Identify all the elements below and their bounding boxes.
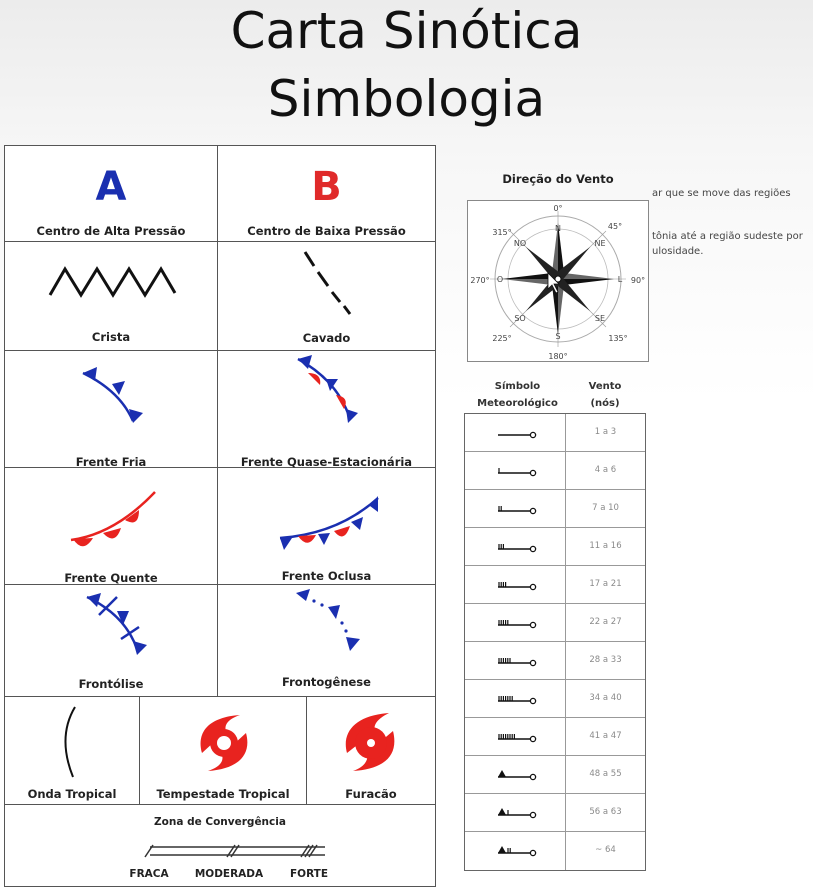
- cell-cavado: [218, 242, 435, 351]
- convergencia-level-forte: FORTE: [289, 868, 329, 880]
- frontolise-label: Frontólise: [78, 677, 144, 691]
- wind-speed-value: ~ 64: [595, 845, 616, 855]
- cell-low-pressure: [218, 146, 435, 242]
- wind-table-row: [465, 756, 645, 794]
- deg-270: 270°: [470, 276, 490, 285]
- frente-quase-estacionaria-label: Frente Quase-Estacionária: [240, 455, 413, 469]
- dir-s: S: [555, 332, 561, 341]
- wind-speed-value: 34 a 40: [589, 693, 622, 703]
- wind-barb-cell: [465, 452, 566, 489]
- wind-barb-cell: [465, 528, 566, 565]
- wind-barb-icon: [493, 805, 541, 821]
- frente-quente-symbol: [5, 468, 218, 568]
- dir-no: NO: [513, 239, 527, 248]
- wind-barb-cell: [465, 756, 566, 793]
- wind-speed-value: 22 a 27: [589, 617, 622, 627]
- onda-tropical-symbol: [5, 697, 140, 787]
- wind-barb-icon: [493, 615, 541, 631]
- header-symbol-line2: Meteorológico: [477, 398, 558, 409]
- frente-fria-label: Frente Fria: [75, 455, 147, 469]
- wind-speed-value: 11 a 16: [589, 541, 622, 551]
- wind-table-row: [465, 680, 645, 718]
- tempestade-tropical-label: Tempestade Tropical: [156, 787, 290, 801]
- page-subtitle: Simbologia: [267, 70, 546, 128]
- wind-table-row: [465, 528, 645, 566]
- deg-180: 180°: [548, 352, 568, 361]
- wind-barb-cell: [465, 680, 566, 717]
- snippet-1: ar que se move das regiões: [652, 188, 791, 199]
- frontogenese-label: Frontogênese: [282, 675, 371, 689]
- cavado-symbol: [218, 242, 435, 322]
- header-speed-line1: Vento: [588, 381, 622, 392]
- wind-barb-cell: [465, 832, 566, 870]
- dir-o: O: [496, 275, 504, 284]
- tempestade-tropical-symbol: [140, 697, 307, 787]
- wind-barb-cell: [465, 490, 566, 527]
- low-pressure-letter: B: [311, 164, 342, 210]
- compass-rose-graphic: [468, 201, 648, 361]
- dir-l: L: [617, 275, 623, 284]
- wind-speed-value: 48 a 55: [589, 769, 622, 779]
- frontolise-symbol: [5, 585, 218, 685]
- furacao-symbol: [307, 697, 435, 787]
- deg-135: 135°: [608, 334, 628, 343]
- wind-speed-table: [464, 413, 646, 871]
- cell-high-pressure: [5, 146, 218, 242]
- wind-barb-icon: [493, 463, 541, 479]
- convergencia-symbol: [5, 805, 435, 886]
- cell-onda-tropical: [5, 697, 140, 805]
- cell-frente-quase-estacionaria: [218, 351, 435, 468]
- wind-table-header-symbol: [470, 378, 565, 412]
- wind-barb-cell: [465, 604, 566, 641]
- furacao-label: Furacão: [345, 787, 397, 801]
- deg-45: 45°: [607, 222, 623, 231]
- high-pressure-label: Centro de Alta Pressão: [36, 224, 186, 238]
- cell-tempestade-tropical: [140, 697, 307, 805]
- wind-barb-icon: [493, 843, 541, 859]
- page-title: Carta Sinótica: [230, 2, 583, 60]
- wind-speed-value: 41 a 47: [589, 731, 622, 741]
- cell-crista: [5, 242, 218, 351]
- frontogenese-symbol: [218, 585, 435, 685]
- cell-frente-oclusa: [218, 468, 435, 585]
- convergencia-level-fraca: FRACA: [129, 868, 169, 880]
- wind-direction-title: Direção do Vento: [502, 172, 614, 186]
- wind-table-row: [465, 414, 645, 452]
- wind-speed-value: 28 a 33: [589, 655, 622, 665]
- frente-quente-label: Frente Quente: [64, 571, 158, 585]
- cell-furacao: [307, 697, 435, 805]
- wind-table-header-speed: [570, 378, 640, 412]
- crista-symbol: [5, 242, 218, 322]
- frente-oclusa-symbol: [218, 468, 435, 568]
- wind-table-row: [465, 832, 645, 870]
- cell-frontolise: [5, 585, 218, 697]
- wind-table-row: [465, 490, 645, 528]
- wind-barb-icon: [493, 729, 541, 745]
- convergencia-level-moderada: MODERADA: [194, 868, 264, 880]
- wind-barb-cell: [465, 794, 566, 831]
- wind-barb-icon: [493, 653, 541, 669]
- wind-barb-icon: [493, 425, 541, 441]
- wind-barb-cell: [465, 718, 566, 755]
- wind-speed-value: 4 a 6: [594, 465, 617, 475]
- dir-ne: NE: [594, 239, 606, 248]
- frente-oclusa-label: Frente Oclusa: [281, 569, 372, 583]
- wind-table-row: [465, 566, 645, 604]
- wind-speed-value: 17 a 21: [589, 579, 622, 589]
- wind-barb-icon: [493, 577, 541, 593]
- wind-barb-cell: [465, 642, 566, 679]
- deg-225: 225°: [492, 334, 512, 343]
- frente-quase-estacionaria-symbol: [218, 351, 435, 451]
- wind-table-row: [465, 718, 645, 756]
- cell-convergencia: [5, 805, 435, 886]
- frente-fria-symbol: [5, 351, 218, 451]
- wind-barb-icon: [493, 767, 541, 783]
- wind-barb-icon: [493, 691, 541, 707]
- header-speed-line2: (nós): [590, 398, 620, 409]
- deg-90: 90°: [630, 276, 646, 285]
- compass-rose: [467, 200, 649, 362]
- cell-frontogenese: [218, 585, 435, 697]
- wind-table-row: [465, 452, 645, 490]
- dir-n: N: [555, 224, 561, 233]
- wind-speed-value: 1 a 3: [594, 427, 617, 437]
- high-pressure-letter: A: [95, 164, 127, 210]
- cavado-label: Cavado: [302, 331, 351, 345]
- crista-label: Crista: [91, 330, 131, 344]
- wind-barb-cell: [465, 566, 566, 603]
- symbol-table: [4, 145, 436, 887]
- wind-barb-cell: [465, 414, 566, 451]
- deg-315: 315°: [492, 228, 512, 237]
- wind-speed-value: 56 a 63: [589, 807, 622, 817]
- wind-table-row: [465, 604, 645, 642]
- wind-table-row: [465, 642, 645, 680]
- deg-0: 0°: [553, 204, 563, 213]
- dir-se: SE: [594, 314, 606, 323]
- snippet-3: ulosidade.: [652, 246, 704, 257]
- snippet-2: tônia até a região sudeste por: [652, 231, 803, 242]
- wind-speed-value: 7 a 10: [592, 503, 619, 513]
- cell-frente-fria: [5, 351, 218, 468]
- onda-tropical-label: Onda Tropical: [27, 787, 117, 801]
- low-pressure-label: Centro de Baixa Pressão: [247, 224, 406, 238]
- wind-table-row: [465, 794, 645, 832]
- wind-barb-icon: [493, 539, 541, 555]
- header-symbol-line1: Símbolo: [494, 381, 541, 392]
- cell-frente-quente: [5, 468, 218, 585]
- convergencia-title: Zona de Convergência: [154, 816, 286, 828]
- wind-barb-icon: [493, 501, 541, 517]
- dir-so: SO: [514, 314, 526, 323]
